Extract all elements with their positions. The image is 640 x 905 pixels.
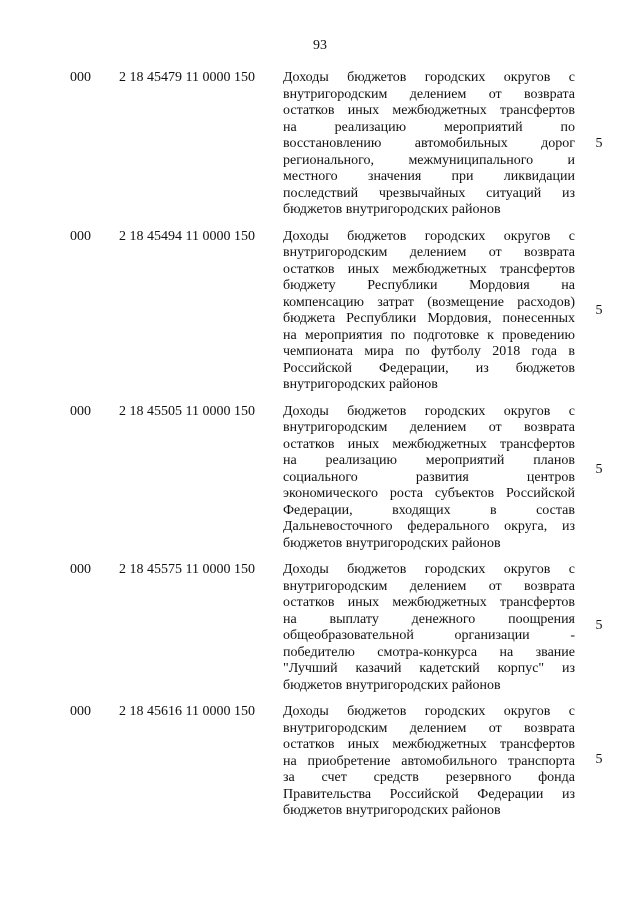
income-description (283, 562, 575, 694)
description-line: Доходы бюджетов городских округов с (283, 704, 575, 719)
admin-code: 000 (70, 70, 91, 85)
description-line: Российской Федерации, из бюджетов (283, 360, 575, 376)
description-line: Доходы бюджетов городских округов с (283, 403, 575, 419)
budget-classification-code: 2 18 45479 11 0000 150 (119, 70, 255, 85)
description-line: бюджетов внутригородских районов (283, 803, 501, 818)
description-line: Дальневосточного федерального округа, из (283, 519, 575, 534)
table-row (0, 704, 640, 820)
description-line: бюджета Республики Мордовия, понесенных (283, 311, 575, 326)
description-line: Доходы бюджетов городских округов с (283, 562, 575, 577)
description-line: остатков иных межбюджетных трансфертов (283, 103, 575, 118)
table-row (0, 404, 640, 553)
description-line: внутригородским делением от возврата (283, 86, 575, 102)
description-line: внутригородским делением от возврата (283, 245, 575, 260)
description-line: остатков иных межбюджетных трансфертов (283, 436, 575, 452)
description-line: бюджетов внутригородских районов (283, 535, 501, 551)
description-line: остатков иных межбюджетных трансфертов (283, 595, 575, 610)
budget-classification-code: 2 18 45575 11 0000 150 (119, 562, 255, 577)
description-line: регионального, межмуниципального и (283, 152, 575, 168)
description-line: за счет средств резервного фонда (283, 770, 575, 785)
description-line: внутригородских районов (283, 377, 438, 392)
description-line: "Лучший казачий кадетский корпус" из (283, 661, 575, 676)
description-line: бюджетов внутригородских районов (283, 677, 501, 693)
admin-code: 000 (70, 228, 91, 244)
description-line: экономического роста субъектов Российской (283, 486, 575, 501)
description-line: Федерации, входящих в состав (283, 502, 575, 518)
description-line: Правительства Российской Федерации из (283, 786, 575, 802)
description-line: Доходы бюджетов городских округов с (283, 70, 575, 85)
description-line: на мероприятия по подготовке к проведению (283, 327, 575, 343)
description-line: остатков иных межбюджетных трансфертов (283, 261, 575, 277)
description-line: последствий чрезвычайных ситуаций из (283, 185, 575, 201)
description-line: на приобретение автомобильного транспорта (283, 753, 575, 769)
income-description (283, 404, 575, 553)
description-line: внутригородским делением от возврата (283, 720, 575, 736)
level-flag: 5 (595, 461, 603, 477)
level-flag: 5 (595, 618, 603, 633)
income-description (283, 704, 575, 820)
admin-code: 000 (70, 562, 91, 577)
description-line: внутригородским делением от возврата (283, 578, 575, 594)
description-line: местного значения при ликвидации (283, 169, 575, 184)
budget-classification-code: 2 18 45505 11 0000 150 (119, 403, 255, 419)
description-line: на выплату денежного поощрения (283, 611, 575, 627)
description-line: бюджетов внутригородских районов (283, 202, 501, 217)
income-description (283, 229, 575, 394)
description-line: внутригородским делением от возврата (283, 420, 575, 435)
income-description (283, 70, 575, 219)
level-flag: 5 (595, 752, 603, 767)
budget-classification-code: 2 18 45494 11 0000 150 (119, 228, 255, 244)
description-line: победителю смотра-конкурса на звание (283, 644, 575, 660)
description-line: восстановлению автомобильных дорог (283, 136, 575, 151)
table-row (0, 562, 640, 694)
description-line: Доходы бюджетов городских округов с (283, 228, 575, 244)
description-line: на реализацию мероприятий планов (283, 453, 575, 468)
table-row (0, 70, 640, 219)
description-line: на реализацию мероприятий по (283, 119, 575, 135)
description-line: социального развития центров (283, 469, 575, 485)
level-flag: 5 (595, 136, 603, 151)
description-line: компенсацию затрат (возмещение расходов) (283, 294, 575, 310)
description-line: остатков иных межбюджетных трансфертов (283, 737, 575, 752)
table-row (0, 229, 640, 394)
level-flag: 5 (595, 302, 603, 318)
admin-code: 000 (70, 704, 91, 719)
admin-code: 000 (70, 403, 91, 419)
page-number: 93 (313, 38, 327, 53)
description-line: бюджету Республики Мордовия на (283, 278, 575, 293)
budget-classification-code: 2 18 45616 11 0000 150 (119, 704, 255, 719)
description-line: чемпионата мира по футболу 2018 года в (283, 344, 575, 359)
description-line: общеобразовательной организации - (283, 628, 575, 643)
classification-table (0, 70, 640, 820)
